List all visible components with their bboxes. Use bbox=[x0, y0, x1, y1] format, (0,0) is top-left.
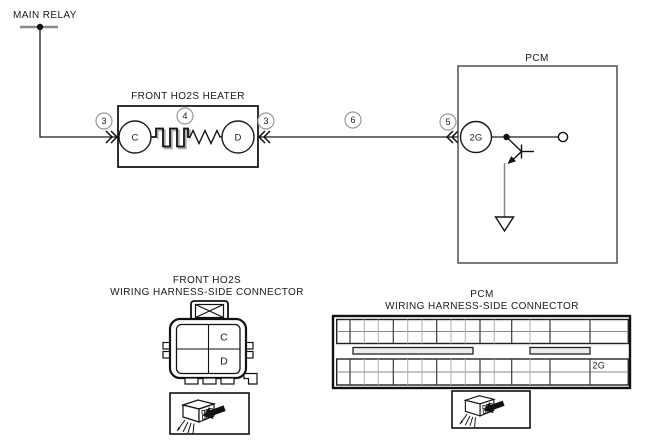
pcm-terminal-2g-label: 2G bbox=[469, 132, 483, 144]
callout-4-num: 4 bbox=[182, 111, 188, 122]
callout-3-left-num: 3 bbox=[101, 116, 107, 127]
front-connector-title-line1: FRONT HO2S bbox=[172, 275, 242, 286]
pcm-box-title: PCM bbox=[525, 53, 549, 64]
callout-3-right-num: 3 bbox=[263, 116, 269, 127]
pcm-connector-pin-2g: 2G bbox=[592, 360, 605, 371]
pcm-connector-section bbox=[333, 289, 630, 428]
heater-terminal-c-label: C bbox=[131, 132, 139, 144]
heater-box-title: FRONT HO2S HEATER bbox=[131, 91, 245, 102]
front-ho2s-heater-box bbox=[118, 91, 258, 167]
main-relay-label: MAIN RELAY bbox=[13, 10, 77, 21]
front-connector-title-line2: WIRING HARNESS-SIDE CONNECTOR bbox=[110, 287, 304, 298]
pcm-connector-slot-right bbox=[530, 348, 590, 355]
front-connector-removal-icon bbox=[170, 393, 249, 434]
front-connector-drawing bbox=[163, 301, 257, 384]
front-connector-section bbox=[110, 275, 304, 434]
callout-3-left bbox=[96, 113, 112, 129]
pcm-connector-slot-left bbox=[353, 348, 473, 355]
pcm-box-outline bbox=[458, 66, 617, 263]
callout-6 bbox=[345, 112, 361, 128]
pcm-connector-title-line1: PCM bbox=[470, 289, 494, 300]
callout-6-num: 6 bbox=[350, 115, 356, 126]
heater-terminal-d-label: D bbox=[234, 132, 242, 144]
front-connector-pin-c: C bbox=[220, 331, 228, 344]
pcm-connector-drawing bbox=[333, 316, 630, 388]
callout-4 bbox=[177, 108, 193, 124]
callout-5-num: 5 bbox=[445, 117, 451, 128]
open-terminal-circle bbox=[558, 132, 567, 141]
callout-3-right bbox=[258, 113, 274, 129]
pcm-connector-removal-icon bbox=[452, 391, 530, 428]
pcm-connector-title-line2: WIRING HARNESS-SIDE CONNECTOR bbox=[385, 301, 579, 312]
pcm-box bbox=[458, 53, 617, 263]
front-connector-pin-d: D bbox=[220, 355, 228, 368]
callout-5 bbox=[440, 114, 456, 130]
